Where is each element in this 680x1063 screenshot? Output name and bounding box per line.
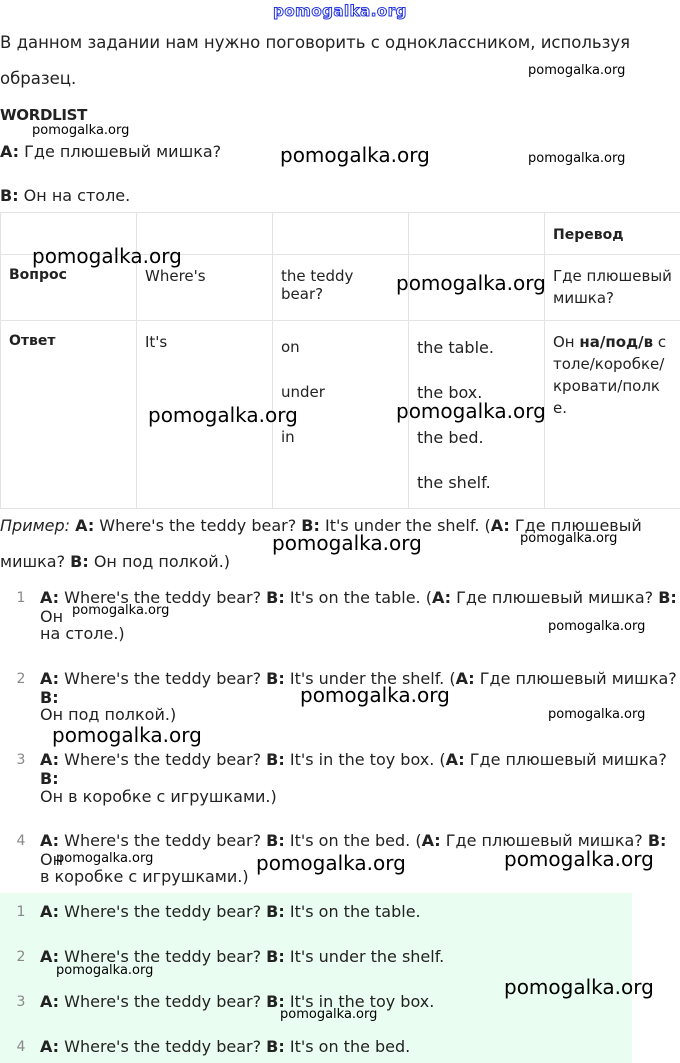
- cell-its: It's: [137, 321, 273, 509]
- example-line-2: мишка? B: Он под полкой.): [0, 552, 231, 571]
- watermark: pomogalka.org: [548, 707, 646, 722]
- preposition-on: on: [281, 338, 300, 356]
- watermark: pomogalka.org: [272, 531, 422, 555]
- example-line-1: Пример: A: Where's the teddy bear? B: It's under the shelf. (A: Где плюшевый: [0, 516, 642, 535]
- watermark: pomogalka.org: [548, 619, 646, 634]
- dialog-a-text: Где плюшевый мишка?: [19, 142, 222, 161]
- place-table: the table.: [417, 338, 494, 357]
- watermark: pomogalka.org: [148, 403, 298, 427]
- watermark: pomogalka.org: [32, 244, 182, 268]
- watermark: pomogalka.org: [528, 63, 626, 78]
- row-label-question: Вопрос: [1, 255, 137, 321]
- cell-translation-answer: Он на/под/в столе/коробке/кровати/полке.: [545, 321, 680, 509]
- wordlist-heading: WORDLIST: [0, 106, 88, 124]
- intro-line-2: образец.: [0, 69, 77, 88]
- row-label-answer: Ответ: [1, 321, 137, 509]
- watermark: pomogalka.org: [52, 723, 202, 747]
- speaker-b-label: B:: [0, 186, 19, 205]
- watermark-top: pomogalka.org: [273, 2, 407, 20]
- watermark: pomogalka.org: [504, 847, 654, 871]
- dialog-b-text: Он на столе.: [18, 186, 131, 205]
- watermark: pomogalka.org: [280, 143, 430, 167]
- watermark: pomogalka.org: [396, 399, 546, 423]
- watermark: pomogalka.org: [256, 851, 406, 875]
- watermark: pomogalka.org: [520, 531, 618, 546]
- place-bed: the bed.: [417, 428, 484, 447]
- watermark: pomogalka.org: [504, 975, 654, 999]
- table-row-answer: [1, 321, 680, 509]
- cell-translation-question: Где плюшевый мишка?: [545, 255, 680, 321]
- cell-teddy-bear: the teddy bear?: [273, 255, 409, 321]
- watermark: pomogalka.org: [72, 603, 170, 618]
- example-label: Пример:: [0, 516, 71, 535]
- dialog-b: [0, 186, 130, 205]
- watermark: pomogalka.org: [528, 151, 626, 166]
- place-shelf: the shelf.: [417, 473, 491, 492]
- speaker-a-label: A:: [0, 142, 20, 161]
- place-box: the box.: [417, 383, 483, 402]
- preposition-in: in: [281, 428, 295, 446]
- preposition-under: under: [281, 383, 325, 401]
- watermark: pomogalka.org: [56, 963, 154, 978]
- watermark: pomogalka.org: [396, 271, 546, 295]
- watermark: pomogalka.org: [280, 1007, 378, 1022]
- cell-wheres: Where's: [137, 255, 273, 321]
- watermark: pomogalka.org: [300, 683, 450, 707]
- dialog-a: [0, 142, 221, 161]
- watermark: pomogalka.org: [56, 851, 154, 866]
- header-translation: Перевод: [545, 213, 680, 255]
- watermark: pomogalka.org: [32, 123, 130, 138]
- intro-line-1: В данном задании нам нужно поговорить с одноклассником, используя: [0, 33, 631, 52]
